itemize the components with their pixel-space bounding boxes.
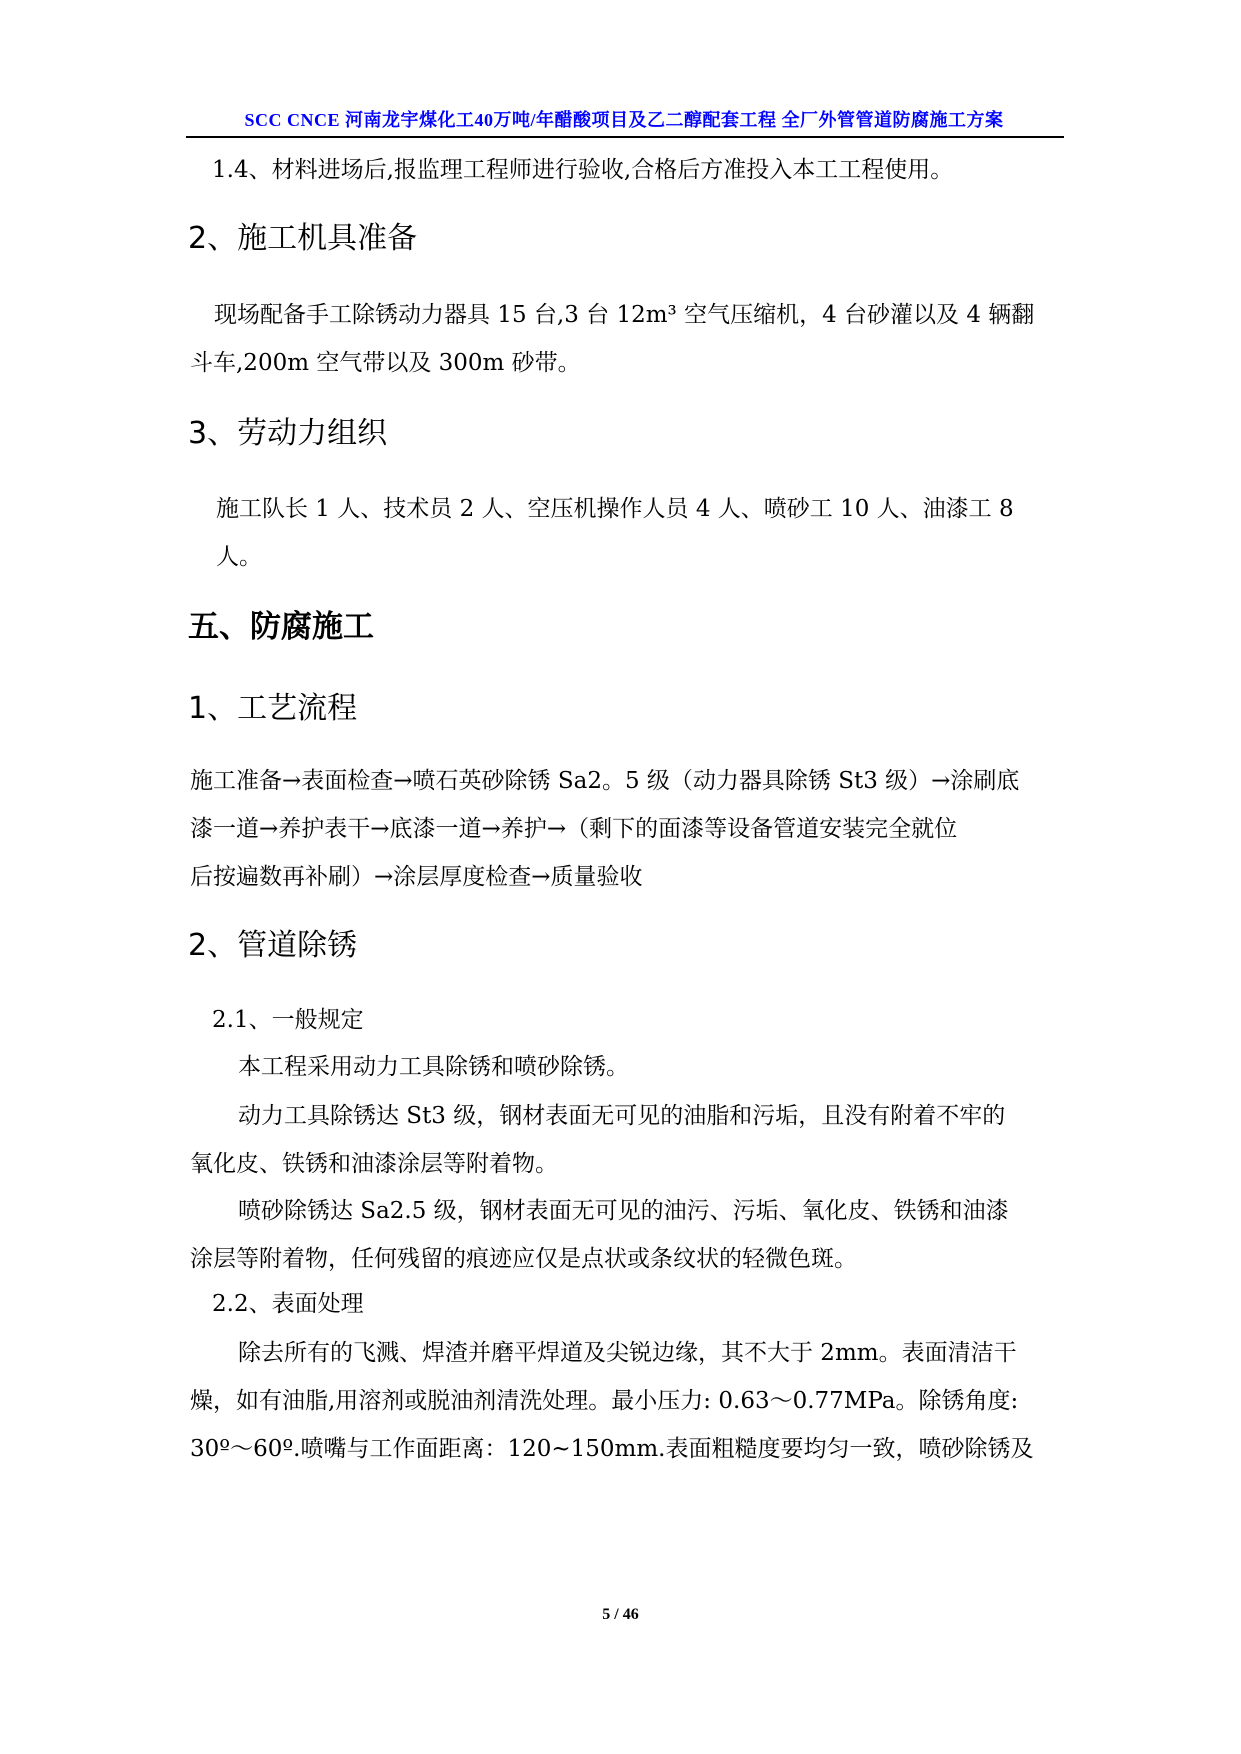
text-line: 燥，如有油脂,用溶剂或脱油剂清洗处理。最小压力: 0.63～0.77MPa。除锈角度:: [190, 1388, 1019, 1414]
paragraph-equipment: [190, 291, 1060, 387]
text-line: 动力工具除锈达 St3 级，钢材表面无可见的油脂和污垢，且没有附着不牢的: [238, 1103, 1006, 1129]
section-heading-2: 2、施工机具准备: [188, 221, 418, 256]
paragraph-process-flow: [190, 757, 1060, 901]
section-heading-5-2: 2、管道除锈: [188, 928, 358, 963]
text-line: 喷砂除锈达 Sa2.5 级，钢材表面无可见的油污、污垢、氧化皮、铁锈和油漆: [238, 1198, 1009, 1224]
text-line: 2.1、一般规定: [212, 1007, 364, 1033]
paragraph-2-1-b: [190, 1092, 1060, 1188]
text-line: 现场配备手工除锈动力器具 15 台,3 台 12m³ 空气压缩机，4 台砂灌以及 4 辆翻: [214, 302, 1035, 328]
page-number: 5 / 46: [602, 1606, 639, 1623]
header-divider: [186, 136, 1064, 138]
text-line: 涂层等附着物，任何残留的痕迹应仅是点状或条纹状的轻微色斑。: [190, 1246, 857, 1272]
paragraph-labor: [216, 485, 1086, 581]
text-line: 施工队长 1 人、技术员 2 人、空压机操作人员 4 人、喷砂工 10 人、油漆工 8: [216, 496, 1014, 522]
section-heading-3: 3、劳动力组织: [188, 416, 388, 451]
paragraph-2-2: [190, 1329, 1060, 1473]
text-line: 2.2、表面处理: [212, 1291, 364, 1317]
chapter-heading-5: 五、防腐施工: [188, 609, 374, 645]
text-line: 斗车,200m 空气带以及 300m 砂带。: [190, 350, 581, 376]
subheading-2-1: [212, 996, 1082, 1044]
text-line: 30º～60º.喷嘴与工作面距离：120~150mm.表面粗糙度要均匀一致，喷砂除锈及: [190, 1436, 1034, 1462]
document-header: SCC CNCE 河南龙宇煤化工40万吨/年醋酸项目及乙二醇配套工程 全厂外管管道防腐施工方案: [244, 110, 1004, 130]
paragraph-2-1-a: [238, 1043, 1108, 1091]
text-line: 本工程采用动力工具除锈和喷砂除锈。: [238, 1054, 629, 1080]
text-line: 人。: [216, 544, 262, 570]
text-line: 1.4、材料进场后,报监理工程师进行验收,合格后方准投入本工工程使用。: [212, 157, 954, 183]
paragraph-2-1-c: [190, 1187, 1060, 1283]
section-heading-5-1: 1、工艺流程: [188, 691, 358, 726]
paragraph-1-4: [212, 146, 1082, 194]
text-line: 除去所有的飞溅、焊渣并磨平焊道及尖锐边缘，其不大于 2mm。表面清洁干: [238, 1340, 1017, 1366]
text-line: 施工准备→表面检查→喷石英砂除锈 Sa2。5 级（动力器具除锈 St3 级）→涂刷底: [190, 768, 1020, 794]
text-line: 后按遍数再补刷）→涂层厚度检查→质量验收: [190, 864, 643, 890]
text-line: 氧化皮、铁锈和油漆涂层等附着物。: [190, 1151, 558, 1177]
subheading-2-2: [212, 1280, 1082, 1328]
text-line: 漆一道→养护表干→底漆一道→养护→（剩下的面漆等设备管道安装完全就位: [190, 816, 958, 842]
